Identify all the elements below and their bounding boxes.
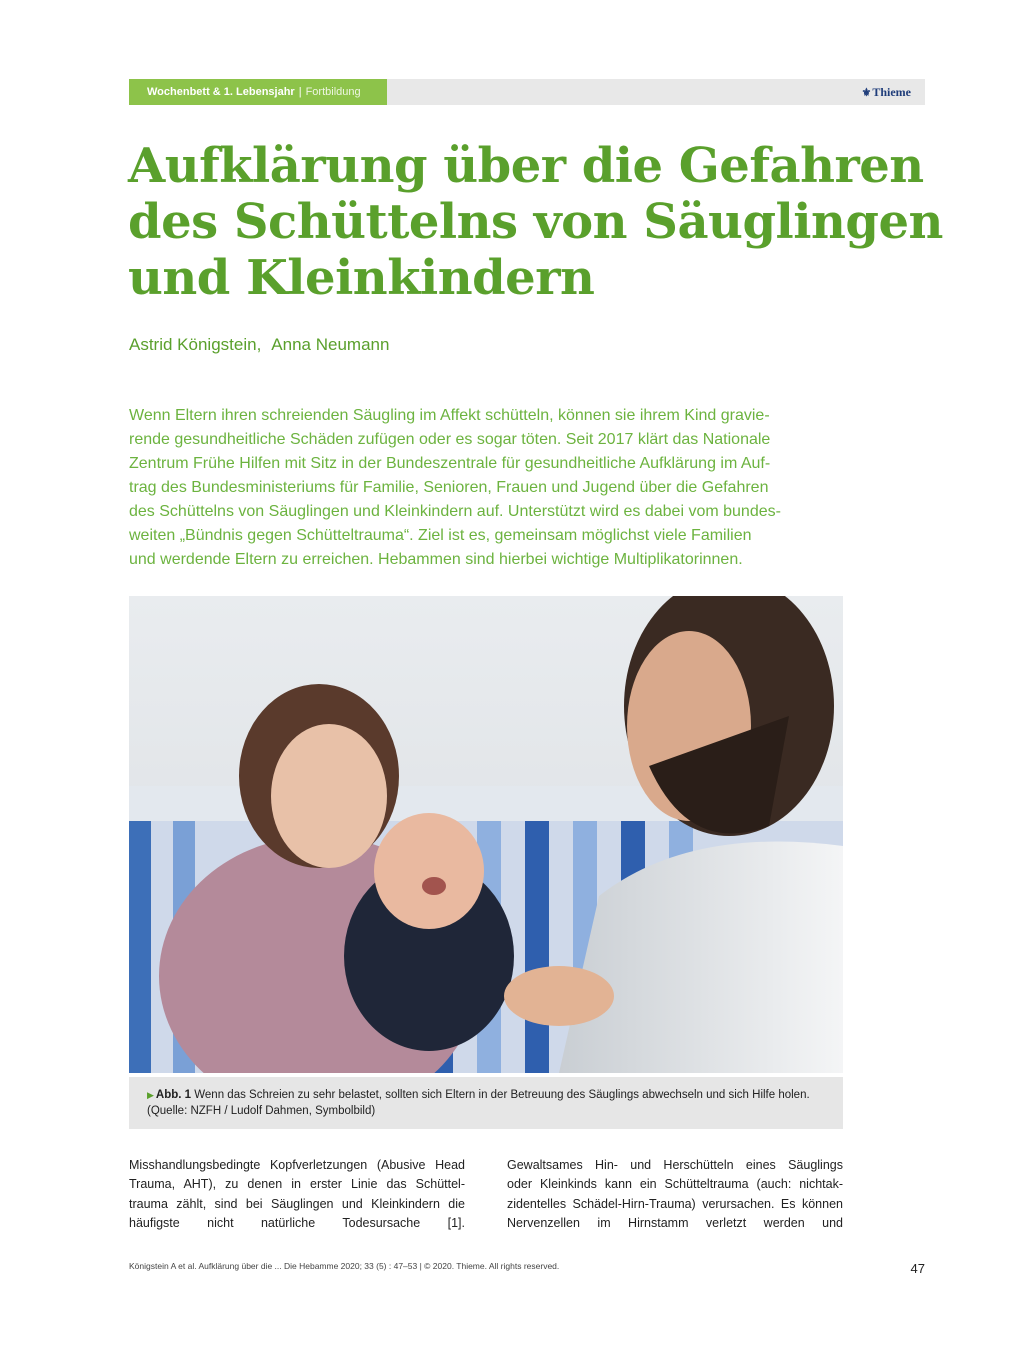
- author-name: Astrid Königstein,: [129, 335, 262, 354]
- section-label: [129, 79, 387, 105]
- body-line: Gewaltsames Hin- und Herschütteln eines Säuglings: [507, 1158, 843, 1172]
- abstract-line: Zentrum Frühe Hilfen mit Sitz in der Bundeszentrale für gesundheitliche Aufklärung im Auf-: [129, 455, 771, 472]
- figure-label: Abb. 1: [155, 1089, 192, 1101]
- page-number: 47: [910, 1261, 925, 1276]
- photo-illustration: [129, 596, 843, 1073]
- abstract: [129, 404, 859, 572]
- body-line: Trauma, AHT), zu denen in erster Linie das Schüttel-: [129, 1177, 465, 1192]
- body-column-left: [129, 1156, 465, 1233]
- caption-source: (Quelle: NZFH / Ludolf Dahmen, Symbolbild): [147, 1105, 376, 1117]
- body-line: zidentelles Schädel-Hirn-Trauma) verursachen. Es können: [507, 1196, 843, 1211]
- publisher-logo: [861, 79, 911, 105]
- title-line: des Schüttelns von Säuglingen: [128, 194, 943, 250]
- title-line: und Kleinkindern: [128, 250, 595, 306]
- body-line: Misshandlungsbedingte Kopfverletzungen (Abusive Head: [129, 1158, 465, 1172]
- section-name: Wochenbett & 1. Lebensjahr: [147, 86, 295, 98]
- abstract-line: weiten „Bündnis gegen Schütteltrauma“. Ziel ist es, gemeinsam möglichst viele Familien: [129, 527, 752, 544]
- body-line: Nervenzellen im Hirnstamm verletzt werden und: [507, 1215, 843, 1230]
- running-header: [129, 79, 925, 105]
- author-name: Anna Neumann: [271, 335, 390, 354]
- publisher-name: Thieme: [872, 85, 911, 99]
- body-line: oder Kleinkinds kann ein Schütteltrauma (auch: nichtak-: [507, 1177, 843, 1192]
- section-separator: |: [298, 86, 302, 98]
- body-line: trauma zählt, sind bei Säuglingen und Kleinkindern die: [129, 1196, 465, 1211]
- abstract-line: trag des Bundesministeriums für Familie, Senioren, Frauen und Jugend über die Gefahren: [129, 479, 769, 496]
- footer-citation: Königstein A et al. Aufklärung über die ... Die Hebamme 2020; 33 (5) : 47–53 | © 2020. Thieme. All rights reserved.: [129, 1261, 560, 1271]
- body-column-right: [507, 1156, 843, 1233]
- figure-caption: [129, 1077, 843, 1129]
- body-line: häufigste nicht natürliche Todesursache [1].: [129, 1215, 465, 1230]
- caption-text: Wenn das Schreien zu sehr belastet, sollten sich Eltern in der Betreuung des Säuglings abwechseln und sich Hilfe holen.: [194, 1089, 810, 1101]
- figure-photo: [129, 596, 843, 1073]
- abstract-line: des Schüttelns von Säuglingen und Kleinkindern auf. Unterstützt wird es dabei vom bundes-: [129, 503, 781, 520]
- title-line: Aufklärung über die Gefahren: [128, 138, 924, 194]
- article-title: [128, 138, 943, 306]
- author-list: [129, 335, 389, 355]
- caption-arrow-icon: ▶: [147, 1090, 154, 1100]
- abstract-line: rende gesundheitliche Schäden zufügen oder es sogar töten. Seit 2017 klärt das Nationale: [129, 431, 771, 448]
- thieme-emblem-icon: ⚜: [861, 87, 872, 99]
- article-kind: Fortbildung: [305, 86, 361, 98]
- abstract-line: Wenn Eltern ihren schreienden Säugling im Affekt schütteln, können sie ihrem Kind gravie-: [129, 407, 770, 424]
- caption-line: [147, 1087, 825, 1103]
- abstract-line: und werdende Eltern zu erreichen. Hebammen sind hierbei wichtige Multiplikatorinnen.: [129, 551, 743, 568]
